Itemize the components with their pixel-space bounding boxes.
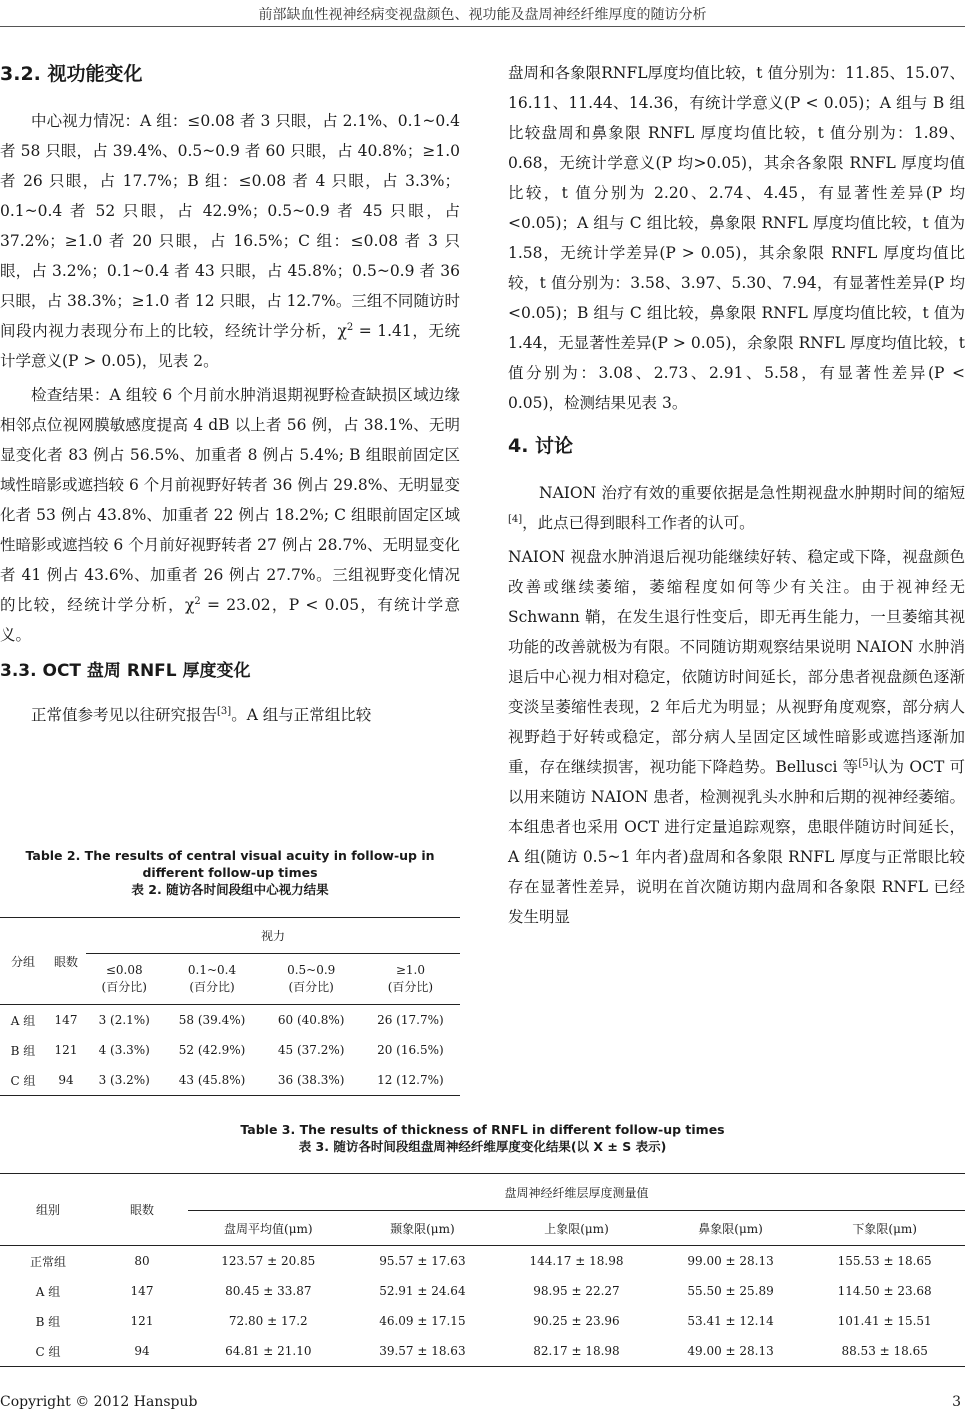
table3-header-group: 组别	[0, 1174, 96, 1246]
paragraph-visual-field: 检查结果：A 组较 6 个月前水肿消退期视野检查缺损区域边缘相邻点位视网膜敏感度提高 4 dB 以上者 56 例，占 38.1%、无明显变化者 83 例占 56.5%、加重者 8 例占 5.4%; B 组眼前固定区域性暗影或遮挡较 6 个月前视野好转者 36 例占 29.8%、无明显变化者 53 例占 43.8%、加重者 22 例占 18.2%; C 组眼前固定区域性暗影或遮挡较 6 个月前好视野转者 27 例占 28.7%、无明显变化者 41 例占 43.6%、加重者 26 例占 27.7%。三组视野变化情况的比较，经统计学分析，$\chi^2 = 23.02$，P < 0.05，有统计学意义。	[0, 386, 460, 644]
paragraph-discussion-1: NAION 治疗有效的重要依据是急性期视盘水肿期时间的缩短[4]，此点已得到眼科工作者的认可。	[508, 484, 965, 532]
table3-caption-en: Table 3. The results of thickness of RNFL in different follow-up times	[240, 1122, 725, 1137]
table2-subheader: 0.5~0.9 (百分比)	[262, 954, 361, 1005]
table3-header-eyes: 眼数	[96, 1174, 188, 1246]
table-row: C 组 94 64.81 ± 21.10 39.57 ± 18.63 82.17 ± 18.98 49.00 ± 28.13 88.53 ± 18.65	[35, 1344, 928, 1359]
header-rule	[0, 26, 965, 27]
table-row: B 组 121 72.80 ± 17.2 46.09 ± 17.15 90.25 ± 23.96 53.41 ± 12.14 101.41 ± 15.51	[35, 1314, 932, 1329]
table3-subheader: 盘周平均值(μm)	[188, 1211, 349, 1246]
table2-visual-acuity	[0, 917, 460, 1096]
table2-subheader: ≥1.0 (百分比)	[361, 954, 460, 1005]
table2-caption-cn: 表 2. 随访各时间段组中心视力结果	[131, 882, 329, 897]
table2-header-group: 分组	[0, 918, 46, 1005]
table-row: A 组 147 3 (2.1%) 58 (39.4%) 60 (40.8%) 26 (17.7%)	[10, 1013, 444, 1028]
table3-caption-cn: 表 3. 随访各时间段组盘周神经纤维厚度变化结果(以 X ± S 表示)	[298, 1139, 667, 1154]
table2-caption-en: Table 2. The results of central visual acuity in follow-up in different follow-up times	[25, 848, 435, 880]
table2-caption	[0, 847, 460, 898]
section-heading-3-2: 3.2. 视功能变化	[0, 63, 143, 85]
footer-copyright: Copyright © 2012 Hanspub	[0, 1394, 198, 1410]
paragraph-visual-acuity: 中心视力情况：A 组：≤0.08 者 3 只眼，占 2.1%、0.1~0.4 者 58 只眼，占 39.4%、0.5~0.9 者 60 只眼，占 40.8%；≥1.0 者 26 只眼，占 17.7%；B 组：≤0.08 者 4 只眼，占 3.3%；0.1~0.4 者 52 只眼，占 42.9%；0.5~0.9 者 45 只眼，占 37.2%；≥1.0 者 20 只眼，占 16.5%；C 组：≤0.08 者 3 只眼，占 3.2%；0.1~0.4 者 43 只眼，占 45.8%；0.5~0.9 者 36 只眼，占 38.3%；≥1.0 者 12 只眼，占 12.7%。三组不同随访时间段内视力表现分布上的比较，经统计学分析，$\chi^2 = 1.41$，无统计学意义(P > 0.05)，见表 2。	[0, 112, 460, 370]
table3-subheader: 上象限(μm)	[496, 1211, 657, 1246]
table3-caption	[0, 1121, 965, 1155]
left-column	[0, 58, 460, 734]
table-row: C 组 94 3 (3.2%) 43 (45.8%) 36 (38.3%) 12 (12.7%)	[10, 1073, 444, 1088]
table2-header-eyes: 眼数	[46, 918, 86, 1005]
right-column	[508, 58, 965, 936]
table3-header-measure: 盘周神经纤维层厚度测量值	[188, 1174, 965, 1211]
table2-header-vision: 视力	[86, 918, 460, 954]
table-row: 正常组 80 123.57 ± 20.85 95.57 ± 17.63 144.17 ± 18.98 99.00 ± 28.13 155.53 ± 18.65	[29, 1254, 932, 1269]
table-row: B 组 121 4 (3.3%) 52 (42.9%) 45 (37.2%) 20 (16.5%)	[10, 1043, 444, 1058]
running-head: 前部缺血性视神经病变视盘颜色、视功能及盘周神经纤维厚度的随访分析	[258, 7, 707, 23]
paragraph-rnfl-results: 盘周和各象限RNFL厚度均值比较，t 值分别为：11.85、15.07、16.11、11.44、14.36，有统计学意义(P < 0.05)；A 组与 B 组比较盘周和鼻象限 RNFL 厚度均值比较，t 值分别为：1.89、0.68，无统计学意义(P 均>0.05)，其余各象限 RNFL 厚度均值比较，t 值分别为 2.20、2.74、4.45，有显著性差异(P 均<0.05)；A 组与 C 组比较，鼻象限 RNFL 厚度均值比较，t 值为 1.58，无统计学差异(P > 0.05)，其余象限 RNFL 厚度均值比较，t 值分别为：3.58、3.97、5.30、7.94，有显著性差异(P 均<0.05)；B 组与 C 组比较，鼻象限 RNFL 厚度均值比较，t 值为 1.44，无显著性差异(P > 0.05)，余象限 RNFL 厚度均值比较，t 值分别为：3.08、2.73、2.91、5.58，有显著性差异(P < 0.05)，检测结果见表 3。	[508, 64, 965, 412]
table2-subheader: 0.1~0.4 (百分比)	[162, 954, 261, 1005]
table2-subheader: ≤0.08 (百分比)	[86, 954, 162, 1005]
table3-subheader: 下象限(μm)	[804, 1211, 965, 1246]
table3-subheader: 鼻象限(μm)	[657, 1211, 805, 1246]
section-heading-3-3: 3.3. OCT 盘周 RNFL 厚度变化	[0, 661, 251, 681]
table3-rnfl-thickness	[0, 1173, 965, 1367]
table-row: A 组 147 80.45 ± 33.87 52.91 ± 24.64 98.95 ± 22.27 55.50 ± 25.89 114.50 ± 23.68	[35, 1284, 932, 1299]
page-number: 3	[952, 1394, 961, 1410]
table3-subheader: 颞象限(μm)	[349, 1211, 497, 1246]
paragraph-discussion-2: NAION 视盘水肿消退后视功能继续好转、稳定或下降，视盘颜色改善或继续萎缩，萎缩程度如何等少有关注。由于视神经无 Schwann 鞘，在发生退行性变后，即无再生能力，一旦萎缩其视功能的改善就极为有限。不同随访期观察结果说明 NAION 水肿消退后中心视力相对稳定，依随访时间延长，部分患者视盘颜色逐渐变淡呈萎缩性表现，2 年后尤为明显；从视野角度观察，部分病人视野趋于好转或稳定，部分病人呈固定区域性暗影或遮挡逐渐加重，存在继续损害，视功能下降趋势。Bellusci 等[5]认为 OCT 可以用来随访 NAION 患者，检测视乳头水肿和后期的视神经萎缩。本组患者也采用 OCT 进行定量追踪观察，患眼伴随访时间延长，A 组(随访 0.5~1 年内者)盘周和各象限 RNFL 厚度与正常眼比较存在显著性差异，说明在首次随访期内盘周和各象限 RNFL 已经发生明显	[508, 548, 965, 926]
paragraph-oct-intro: 正常值参考见以往研究报告[3]。A 组与正常组比较	[31, 705, 372, 724]
section-heading-4: 4. 讨论	[508, 435, 574, 457]
